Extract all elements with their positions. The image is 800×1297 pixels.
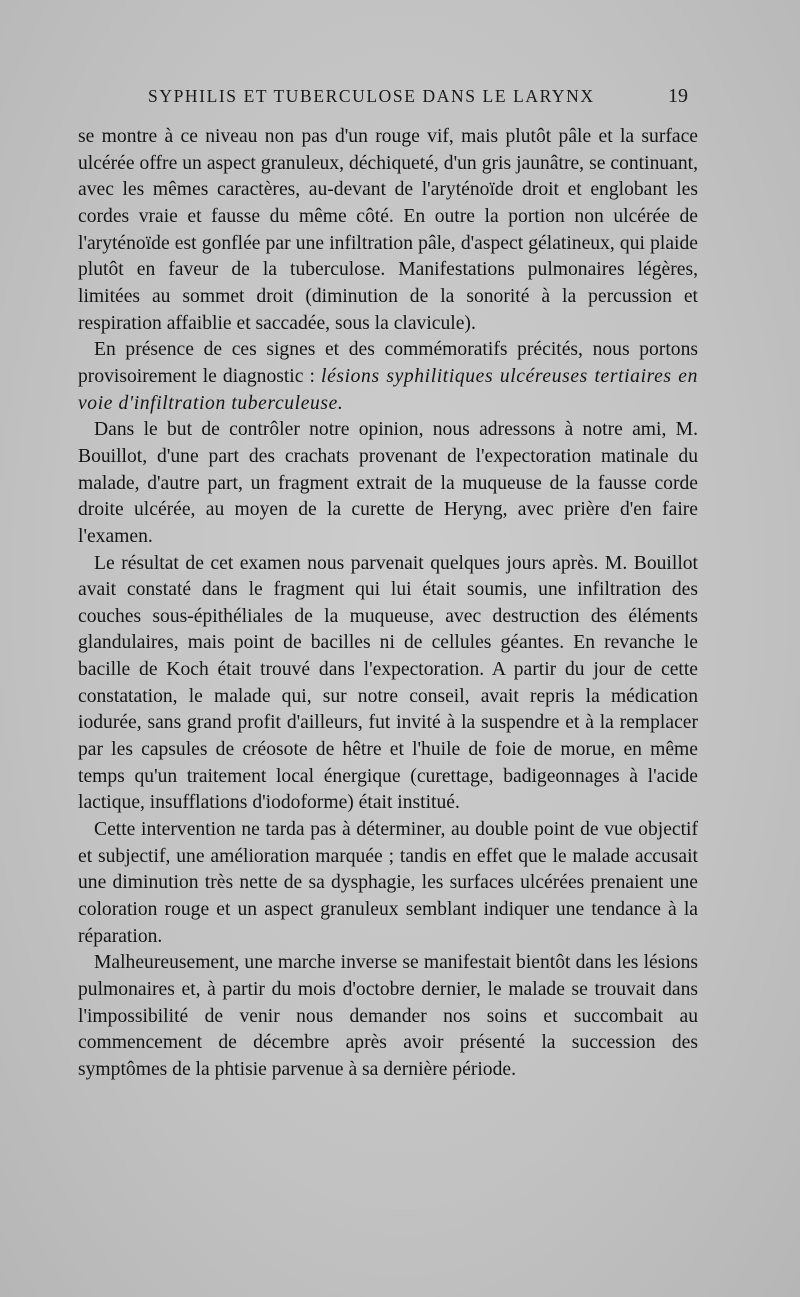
diagnosis-italic: lésions syphilitiques ulcéreuses tertiaires en voie d'infiltration tuberculeuse. xyxy=(78,365,698,414)
paragraph-6: Malheureusement, une marche inverse se manifestait bientôt dans les lésions pulmonaires et, à partir du mois d'octobre dernier, le malade se trouvait dans l'impossibilité de venir nous demander nos soins et succombait au commencement de décembre après avoir présenté la succession des symptômes de la phtisie parvenue à sa dernière période. xyxy=(78,952,698,1080)
paragraph-2-text: En présence de ces signes et des commémoratifs précités, nous portons provisoirement le diagnostic : xyxy=(78,339,698,387)
paragraph-1: se montre à ce niveau non pas d'un rouge vif, mais plutôt pâle et la surface ulcérée offre un aspect granuleux, déchiqueté, d'un gris jaunâtre, se continuant, avec les mêmes caractères, au-devant de l'aryténoïde droit et englobant les cordes vraie et fausse du même côté. En outre la portion non ulcérée de l'aryténoïde est gonflée par une infiltration pâle, d'aspect gélatineux, qui plaide plutôt en faveur de la tuberculose. Manifestations pulmonaires légères, limitées au sommet droit (diminution de la sonorité à la percussion et respiration affaiblie et saccadée, sous la clavicule). xyxy=(78,126,698,334)
paragraph-3: Dans le but de contrôler notre opinion, nous adressons à notre ami, M. Bouillot, d'une part des crachats provenant de l'expectoration matinale du malade, d'autre part, un fragment extrait de la muqueuse de la fausse corde droite ulcérée, au moyen de la curette de Heryng, avec prière d'en faire l'examen. xyxy=(78,419,698,547)
paragraph-4: Le résultat de cet examen nous parvenait quelques jours après. M. Bouillot avait constaté dans le fragment qui lui était soumis, une infiltration des couches sous-épithéliales de la muqueuse, avec destruction des éléments glandulaires, mais point de bacilles ni de cellules géantes. En revanche le bacille de Koch était trouvé dans l'expectoration. A partir du jour de cette constatation, le malade qui, sur notre conseil, avait repris la médication iodurée, sans grand profit d'ailleurs, fut invité à la suspendre et à la remplacer par les capsules de créosote de hêtre et l'huile de foie de morue, en même temps qu'un traitement local énergique (curettage, badigeonnages à l'acide lactique, insufflations d'iodoforme) était institué. xyxy=(78,552,698,814)
paragraph-2 xyxy=(78,337,698,417)
page-number: 19 xyxy=(668,85,688,107)
body-text xyxy=(78,124,698,1084)
paragraph-5: Cette intervention ne tarda pas à déterminer, au double point de vue objectif et subjectif, une amélioration marquée ; tandis en effet que le malade accusait une diminution très nette de sa dysphagie, les surfaces ulcérées prenaient une coloration rouge et un aspect granuleux semblant indiquer une tendance à la réparation. xyxy=(78,819,698,947)
page-header xyxy=(0,86,800,116)
running-title: SYPHILIS ET TUBERCULOSE DANS LE LARYNX xyxy=(148,86,595,106)
